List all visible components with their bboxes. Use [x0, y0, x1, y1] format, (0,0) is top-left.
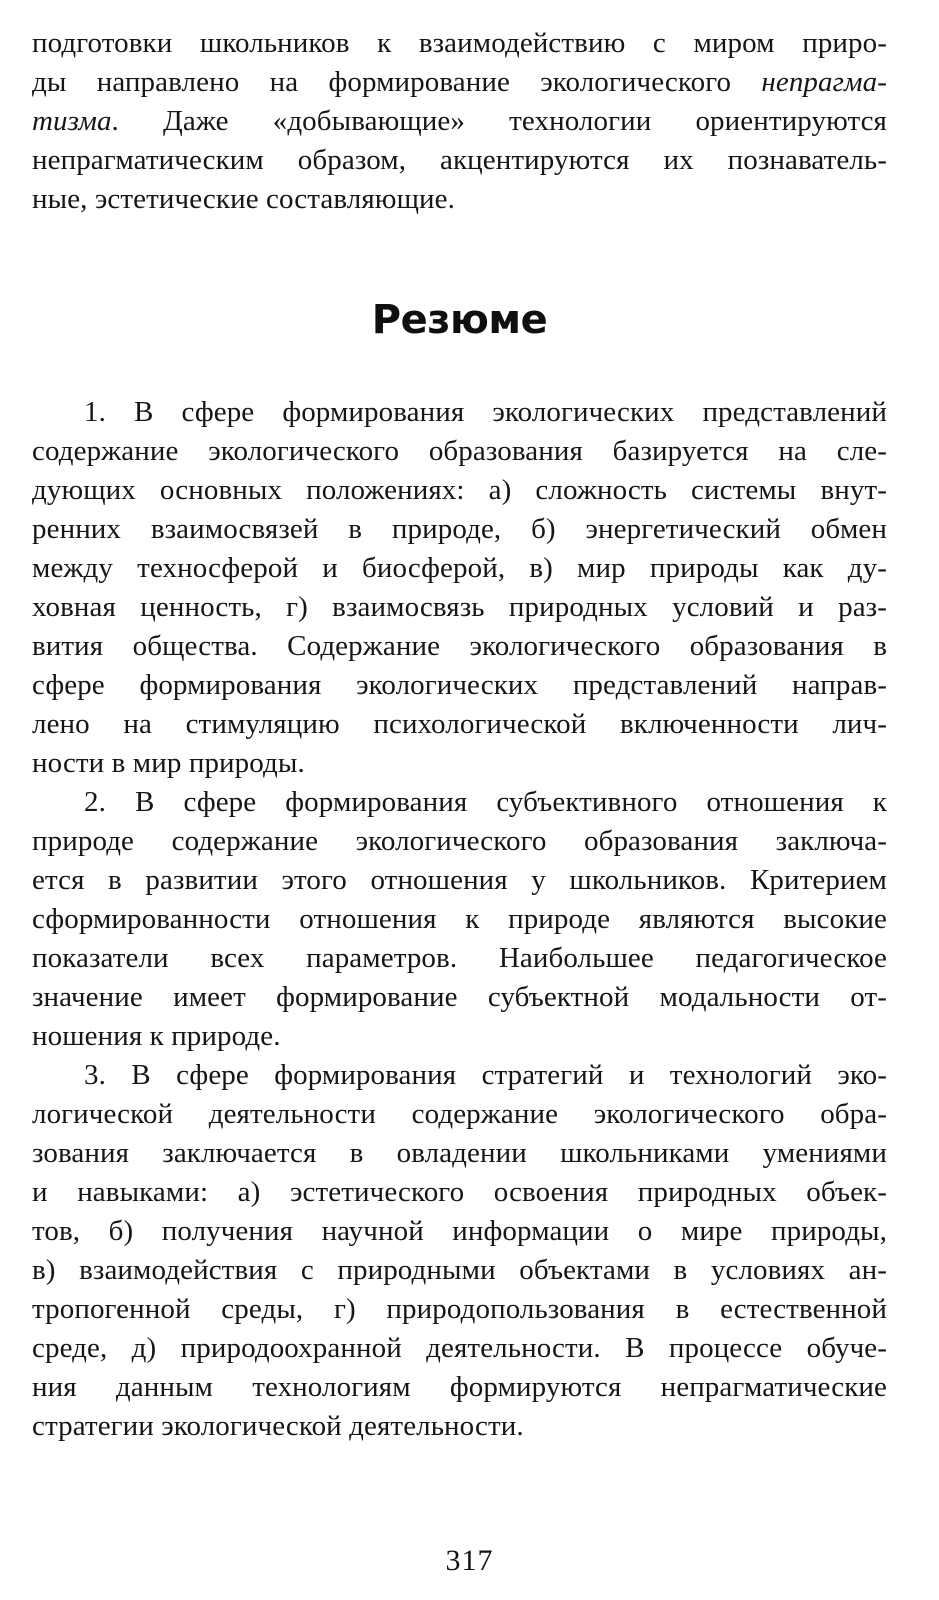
text-line: лено на стимуляцию психологической включенности лич-: [32, 708, 887, 740]
text-line: ния данным технологиям формируются непрагматические: [32, 1371, 887, 1403]
text-line: ется в развитии этого отношения у школьников. Критерием: [32, 864, 887, 896]
text-line: ховная ценность, г) взаимосвязь природных условий и раз-: [32, 591, 887, 623]
section-heading: Резюме: [371, 297, 548, 343]
text-line: в) взаимодействия с природными объектами в условиях ан-: [32, 1254, 887, 1286]
text-fragment: . Даже «добывающие» технологии ориентируются: [111, 105, 887, 137]
text-line: непрагматическим образом, акцентируются их познаватель-: [32, 144, 887, 176]
opening-paragraph: [32, 24, 887, 219]
text-line: показатели всех параметров. Наибольшее педагогическое: [32, 942, 887, 974]
text-line: дующих основных положениях: а) сложность системы внут-: [32, 474, 887, 506]
text-line: 2. В сфере формирования субъективного отношения к: [84, 786, 887, 818]
text-line: [32, 102, 887, 141]
text-line: и навыками: а) эстетического освоения природных объек-: [32, 1176, 887, 1208]
italic-term: тизма: [32, 105, 112, 137]
text-line: содержание экологического образования базируется на сле-: [32, 435, 887, 467]
text-line: тов, б) получения научной информации о мире природы,: [32, 1215, 887, 1247]
text-line: сфере формирования экологических представлений направ-: [32, 669, 887, 701]
text-line: ношения к природе.: [32, 1020, 281, 1052]
summary-item-2: [32, 783, 887, 1056]
text-line: зования заключается в овладении школьниками умениями: [32, 1137, 887, 1169]
text-line: вития общества. Содержание экологического образования в: [32, 630, 887, 662]
text-line: 3. В сфере формирования стратегий и технологий эко-: [84, 1059, 887, 1091]
text-line: сформированности отношения к природе являются высокие: [32, 903, 887, 935]
text-line: между техносферой и биосферой, в) мир природы как ду-: [32, 552, 887, 584]
text-line: стратегии экологической деятельности.: [32, 1410, 524, 1442]
text-line: логической деятельности содержание экологического обра-: [32, 1098, 887, 1130]
text-line: среде, д) природоохранной деятельности. В процессе обуче-: [32, 1332, 887, 1364]
text-line: 1. В сфере формирования экологических представлений: [84, 396, 887, 428]
text-fragment: ды направлено на формирование экологического: [32, 66, 762, 98]
italic-term: непрагма-: [761, 66, 887, 98]
text-line: ности в мир природы.: [32, 747, 305, 779]
text-line: значение имеет формирование субъектной модальности от-: [32, 981, 887, 1013]
text-line: ренних взаимосвязей в природе, б) энергетический обмен: [32, 513, 887, 545]
page-number: 317: [445, 1544, 494, 1577]
text-line: природе содержание экологического образования заключа-: [32, 825, 887, 857]
text-line: [32, 63, 887, 102]
text-line: тропогенной среды, г) природопользования в естественной: [32, 1293, 887, 1325]
summary-item-3: [32, 1056, 887, 1446]
text-line: ные, эстетические составляющие.: [32, 183, 455, 215]
text-line: подготовки школьников к взаимодействию с миром приро-: [32, 27, 887, 59]
summary-items: [32, 393, 887, 1446]
summary-item-1: [32, 393, 887, 783]
